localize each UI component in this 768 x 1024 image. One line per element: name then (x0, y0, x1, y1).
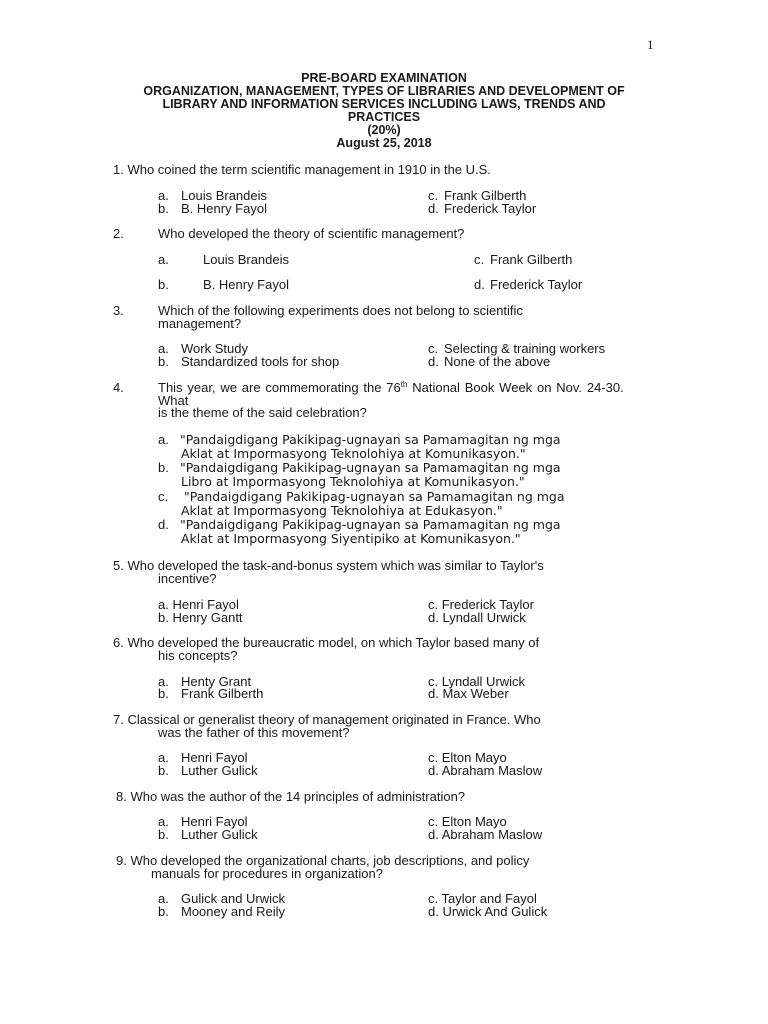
option-text-line-1: "Pandaigdigang Pakikipag-ugnayan sa Pamamagitan ng mga (180, 460, 561, 475)
option-text: c. Elton Mayo (428, 814, 507, 829)
option-label: a. (158, 252, 169, 267)
exam-date: August 25, 2018 (336, 136, 432, 150)
option-label: c. (428, 188, 439, 203)
option-text: a. Henri Fayol (158, 597, 239, 612)
option-text-line-1: "Pandaigdigang Pakikipag-ugnayan sa Pamamagitan ng mga (180, 489, 565, 504)
question-stem-line-3: is the theme of the said celebration? (158, 405, 367, 420)
option-text-line-2: Aklat at Impormasyong Siyentipiko at Komunikasyon." (181, 531, 521, 546)
option-text: Mooney and Reily (181, 904, 286, 919)
exam-title: PRE-BOARD EXAMINATION (301, 71, 467, 85)
question-stem-line-1 (158, 381, 624, 394)
option-label: b. (158, 686, 169, 701)
option-label: a. (158, 188, 169, 203)
option-text: None of the above (444, 354, 551, 369)
option-text-line-2: Libro at Impormasyong Teknolohiya at Komunikasyon." (181, 474, 525, 489)
option-text: Henri Fayol (181, 750, 248, 765)
option-text: Frederick Taylor (444, 201, 537, 216)
option-label: c. (428, 341, 439, 356)
option-label: c. (474, 252, 485, 267)
option-label: a. (158, 891, 169, 906)
option-text: Louis Brandeis (181, 188, 267, 203)
option-text-line-1: "Pandaigdigang Pakikipag-ugnayan sa Pamamagitan ng mga (180, 432, 561, 447)
question-stem-line-2: his concepts? (158, 648, 238, 663)
option-text-line-2: Aklat at Impormasyong Teknolohiya at Komunikasyon." (181, 446, 526, 461)
option-label: a. (158, 432, 169, 447)
option-text: c. Frederick Taylor (428, 597, 534, 612)
question-stem: 8. Who was the author of the 14 principles of administration? (116, 789, 466, 804)
option-label: d. (428, 354, 439, 369)
option-label: b. (158, 827, 169, 842)
option-label: d. (428, 201, 439, 216)
option-label: b. (158, 904, 169, 919)
option-text: Gulick and Urwick (181, 891, 286, 906)
option-label: d. (474, 277, 485, 292)
option-text-line-1: "Pandaigdigang Pakikipag-ugnayan sa Pamamagitan ng mga (180, 517, 561, 532)
option-text: c. Taylor and Fayol (428, 891, 537, 906)
question-stem-line-2: incentive? (158, 571, 217, 586)
exam-weight: (20%) (367, 123, 401, 137)
question-number: 2. (113, 226, 124, 241)
option-text: c. Lyndall Urwick (428, 674, 526, 689)
question-stem-line-2: What (158, 393, 189, 408)
exam-subject-line-1: ORGANIZATION, MANAGEMENT, TYPES OF LIBRARIES AND DEVELOPMENT OF (143, 84, 625, 98)
question-stem-line-2: management? (158, 316, 242, 331)
option-text: b. Henry Gantt (158, 610, 243, 625)
option-label: b. (158, 354, 169, 369)
option-text: Luther Gulick (181, 827, 258, 842)
question-stem-line-1: Which of the following experiments does not belong to scientific (158, 303, 523, 318)
option-text: Frederick Taylor (490, 277, 583, 292)
option-label: b. (158, 277, 169, 292)
option-text-line-2: Aklat at Impormasyong Teknolohiya at Edukasyon." (181, 503, 503, 518)
question-number: 3. (113, 303, 124, 318)
option-text: B. Henry Fayol (181, 201, 267, 216)
question-stem-line-1: 9. Who developed the organizational charts, job descriptions, and policy (116, 853, 530, 868)
option-label: a. (158, 674, 169, 689)
question-stem: Who developed the theory of scientific management? (158, 226, 465, 241)
question-stem: 1. Who coined the term scientific management in 1910 in the U.S. (113, 162, 491, 177)
option-text: Henri Fayol (181, 814, 248, 829)
option-text: c. Elton Mayo (428, 750, 507, 765)
option-text: Luther Gulick (181, 763, 258, 778)
option-label: d. (158, 517, 169, 532)
option-label: b. (158, 460, 169, 475)
option-text: Selecting & training workers (444, 341, 606, 356)
question-stem-line-1: 6. Who developed the bureaucratic model, on which Taylor based many of (113, 635, 540, 650)
option-text: d. Abraham Maslow (428, 763, 543, 778)
option-label: a. (158, 814, 169, 829)
option-text: d. Max Weber (428, 686, 509, 701)
option-text: Frank Gilberth (444, 188, 527, 203)
option-text: d. Abraham Maslow (428, 827, 543, 842)
question-number: 4. (113, 380, 124, 395)
option-text: d. Lyndall Urwick (428, 610, 526, 625)
question-stem-line-2: was the father of this movement? (158, 725, 350, 740)
exam-subject-line-3: PRACTICES (347, 110, 421, 124)
page-number: 1 (647, 37, 654, 52)
stem-text: This year, we are commemorating the 76 (158, 380, 401, 395)
question-stem-line-1: 7. Classical or generalist theory of management originated in France. Who (113, 712, 541, 727)
option-label: a. (158, 341, 169, 356)
option-text: Louis Brandeis (203, 252, 289, 267)
option-text: Henty Grant (181, 674, 252, 689)
option-text: Work Study (181, 341, 248, 356)
stem-text: National Book Week on Nov. 24-30. (407, 380, 624, 395)
option-label: b. (158, 763, 169, 778)
question-stem-line-1: 5. Who developed the task-and-bonus system which was similar to Taylor's (113, 558, 544, 573)
option-text: Frank Gilberth (490, 252, 573, 267)
option-label: c. (158, 489, 169, 504)
option-label: b. (158, 201, 169, 216)
option-text: Frank Gilberth (181, 686, 264, 701)
option-text: Standardized tools for shop (181, 354, 340, 369)
option-text: B. Henry Fayol (203, 277, 289, 292)
exam-subject-line-2: LIBRARY AND INFORMATION SERVICES INCLUDING LAWS, TRENDS AND (162, 97, 606, 111)
question-stem-line-2: manuals for procedures in organization? (151, 866, 383, 881)
option-text: d. Urwick And Gulick (428, 904, 548, 919)
ordinal-suffix: th (400, 380, 408, 389)
option-label: a. (158, 750, 169, 765)
